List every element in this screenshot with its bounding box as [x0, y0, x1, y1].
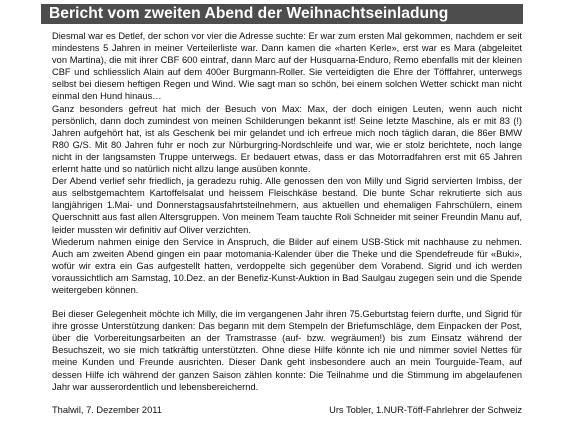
place-date: Thalwil, 7. Dezember 2011 [52, 405, 162, 415]
paragraph-evening: Der Abend verlief sehr friedlich, ja geradezu ruhig. Alle genossen den von Milly und Sigrid servierten Imbiss, der aus selbstgemachtem Kartoffelsalat und heissem Fleischkäse bestand. Die bunte Schar rekrutierte sich aus langjährigen 1.Mai- und Donnerstagsausfahrtsteilnehmern, aus aktuellen und ehemaligen Fahrschülern, einem Querschnitt aus fast allen Altersgruppen. Von meinem Team tauchte Roli Schneider mit seiner Freundin Manu auf, leider mussten wir definitiv auf Oliver verzichten. [52, 176, 522, 235]
signature-line: Urs Tobler, 1.NUR-Töff-Fahrlehrer der Schweiz [329, 405, 522, 415]
paragraph-thanks: Bei dieser Gelegenheit möchte ich Milly, die im vergangenen Jahr ihren 75.Geburtstag feiern durfte, und Sigrid für ihre grosse Unterstützung danken: Das begann mit dem Stempeln der Briefumschläge, dem Einpacken der Post, über die Vorbereitungsarbeiten an der Tramstrasse (auf- bzw. wegräumen!) bis zum Einsatz während der Besuchszeit, wo sie mich tatkräftig unterstützten. Ohne diese Hilfe könnte ich nie und nimmer soviel Nettes für meine Kunden und Freunde ausrichten. Dieser Dank geht insbesondere auch an mein Tourguide-Team, auf dessen Hilfe ich während der ganzen Saison zählen konnte: Die Teilnahme und die Stimmung im abgelaufenen Jahr war ausserordentlich und lebensbereichernd. [52, 309, 522, 392]
document-body [52, 30, 522, 393]
title-banner [41, 4, 523, 24]
paragraph-max-visit: Ganz besonders gefreut hat mich der Besuch von Max: Max, der doch einigen Leuten, wenn auch nicht persönlich, dann doch zumindest von meinen Schilderungen bekannt ist! Seine letzte Maschine, als er mit 83 (!) Jahren aufgehört hat, ist als Geschenk bei mir gelandet und ich erfreue mich noch täglich daran, die 86er BMW R80 G/S. Mit 80 Jahren fuhr er noch zur Nürburgring-Nordschleife und war, wie er stolz berichtete, noch lange nicht in der langsamsten Truppe unterwegs. Er bedauert etwas, dass er das Motorradfahren erst mit 65 Jahren erlernt hatte und so natürlich nicht allzu lange ausüben konnte. [52, 103, 522, 175]
paragraph-usb-donation: Wiederum nahmen einige den Service in Anspruch, die Bilder auf einem USB-Stick mit nachhause zu nehmen. Auch am zweiten Abend gingen ein paar motomania-Kalender über die Theke und die Spendefreude für «Buki», wofür wir extra ein Gas aufgestellt hatten, verdoppelte sich gegenüber dem Vorabend. Sigrid und ich werden voraussichtlich am Samstag, 10.Dez. an der Benefiz-Kunst-Auktion in Bad Saulgau zugegen sein und die Spende weitergeben können. [52, 236, 522, 295]
document-title: Bericht vom zweiten Abend der Weihnachtseinladung [49, 5, 449, 22]
paragraph-arrivals: Diesmal war es Detlef, der schon vor vier die Adresse suchte: Er war zum ersten Mal gekommen, nachdem er seit mindestens 5 Jahren in meiner Verteilerliste war. Dann kamen die «harten Kerle», erst war es Mara (abgeleitet von Martina), die mit ihrer CBF 600 eintraf, dann Marc auf der Husquarna-Enduro, Remo ebenfalls mit der kleinen CBF und schliesslich Alain auf dem 400er Burgmann-Roller. Sie verteidigten die Ehre der Töfffahrer, unterwegs selbst bei diesem heftigen Regen und Wind. Wie sagt man so schön, bei einem solchen Wetter schickt man nicht einmal den Hund hinaus… [52, 31, 522, 102]
document-footer [52, 404, 522, 416]
